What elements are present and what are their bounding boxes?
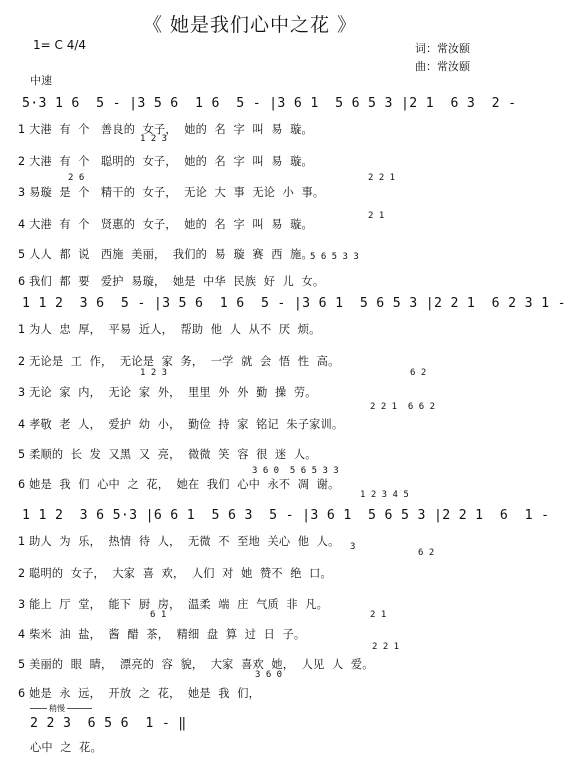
notes-line-3: 1 1 2 3 6 5·3 |6 6 1 5 6 3 5 - |3 6 1 5 6 5 3 |2 2 1 6 1 - — [22, 508, 550, 523]
grace-notes: 1 2 3 4 5 — [360, 490, 409, 500]
grace-notes: 3 — [350, 542, 356, 552]
grace-notes: 2 1 — [370, 610, 387, 620]
lyric-verse-3: 3 无论 家 内， 无论 家 外， 里里 外 外 勤 操 劳。 — [18, 386, 317, 399]
grace-notes: 5 6 5 3 3 — [310, 252, 359, 262]
lyric-verse-3: 3 能上 厅 堂， 能下 厨 房， 温柔 端 庄 气质 非 凡。 — [18, 598, 329, 611]
grace-notes: 3 6 0 — [255, 670, 283, 680]
grace-notes: 2 2 1 — [368, 173, 396, 183]
ending-lyrics: 心中 之 花。 — [30, 741, 102, 754]
lyric-verse-6: 6 她是 我 们 心中 之 花， 她在 我们 心中 永不 凋 谢。 — [18, 478, 340, 491]
lyric-verse-2: 2 大港 有 个 聪明的 女子， 她的 名 字 叫 易 璇。 — [18, 155, 313, 168]
grace-notes: 2 6 — [68, 173, 85, 183]
grace-notes: 3 6 0 5 6 5 3 3 — [252, 466, 339, 476]
grace-notes: 1 2 3 — [140, 134, 168, 144]
lyric-verse-1: 1 大港 有 个 善良的 女子， 她的 名 字 叫 易 璇。 — [18, 123, 313, 136]
grace-notes: 6 2 — [410, 368, 427, 378]
ritardando-label: 稍慢 — [49, 704, 65, 713]
lyric-verse-4: 4 大港 有 个 贤惠的 女子， 她的 名 字 叫 易 璇。 — [18, 218, 313, 231]
lyric-verse-1: 1 助人 为 乐， 热情 待 人， 无微 不 至地 关心 他 人。 — [18, 535, 340, 548]
lyric-verse-5: 5 柔顺的 长 发 又黑 又 亮， 微微 笑 容 很 迷 人。 — [18, 448, 317, 461]
ending-notes: 2 2 3 6 5 6 1 - ‖ — [30, 716, 187, 731]
lyric-verse-4: 4 柴米 油 盐， 酱 醋 茶， 精细 盘 算 过 日 子。 — [18, 628, 306, 641]
grace-notes: 2 2 1 — [372, 642, 400, 652]
page-title: 《 她是我们心中之花 》 — [142, 14, 358, 36]
lyric-verse-5: 5 人人 都 说 西施 美丽， 我们的 易 璇 赛 西 施。 — [18, 248, 313, 261]
grace-notes: 2 2 1 6 6 2 — [370, 402, 436, 412]
notes-line-2: 1 1 2 3 6 5 - |3 5 6 1 6 5 - |3 6 1 5 6 5 3 |2 2 1 6 2 3 1 - — [22, 296, 566, 311]
grace-notes: 1 2 3 — [140, 368, 168, 378]
notes-line-1: 5·3 1 6 5 - |3 5 6 1 6 5 - |3 6 1 5 6 5 3 |2 1 6 3 2 - — [22, 96, 517, 111]
lyricist-credit: 词：常汝颐 — [415, 42, 470, 55]
tempo-marking: 中速 — [30, 74, 52, 87]
lyric-verse-3: 3 易璇 是 个 精干的 女子， 无论 大 事 无论 小 事。 — [18, 186, 325, 199]
lyric-verse-6: 6 她是 永 远， 开放 之 花， 她是 我 们， — [18, 687, 260, 700]
lyric-verse-1: 1 为人 忠 厚， 平易 近人， 帮助 他 人 从不 厌 烦。 — [18, 323, 321, 336]
key-signature: 1= C 4/4 — [33, 38, 87, 52]
lyric-verse-6: 6 我们 都 要 爱护 易璇， 她是 中华 民族 好 儿 女。 — [18, 275, 325, 288]
grace-notes: 2 1 — [368, 211, 385, 221]
lyric-verse-4: 4 孝敬 老 人， 爱护 幼 小， 勤俭 持 家 铭记 朱子家训。 — [18, 418, 344, 431]
grace-notes: 6 1 — [150, 610, 167, 620]
lyric-verse-2: 2 聪明的 女子， 大家 喜 欢， 人们 对 她 赞不 绝 口。 — [18, 567, 332, 580]
grace-notes: 6 2 — [418, 548, 435, 558]
composer-credit: 曲：常汝颐 — [415, 60, 470, 73]
lyric-verse-5: 5 美丽的 眼 睛， 漂亮的 容 貌， 大家 喜欢 她， 人见 人 爱。 — [18, 658, 374, 671]
lyric-verse-2: 2 无论是 工 作， 无论是 家 务， 一学 就 会 悟 性 高。 — [18, 355, 340, 368]
